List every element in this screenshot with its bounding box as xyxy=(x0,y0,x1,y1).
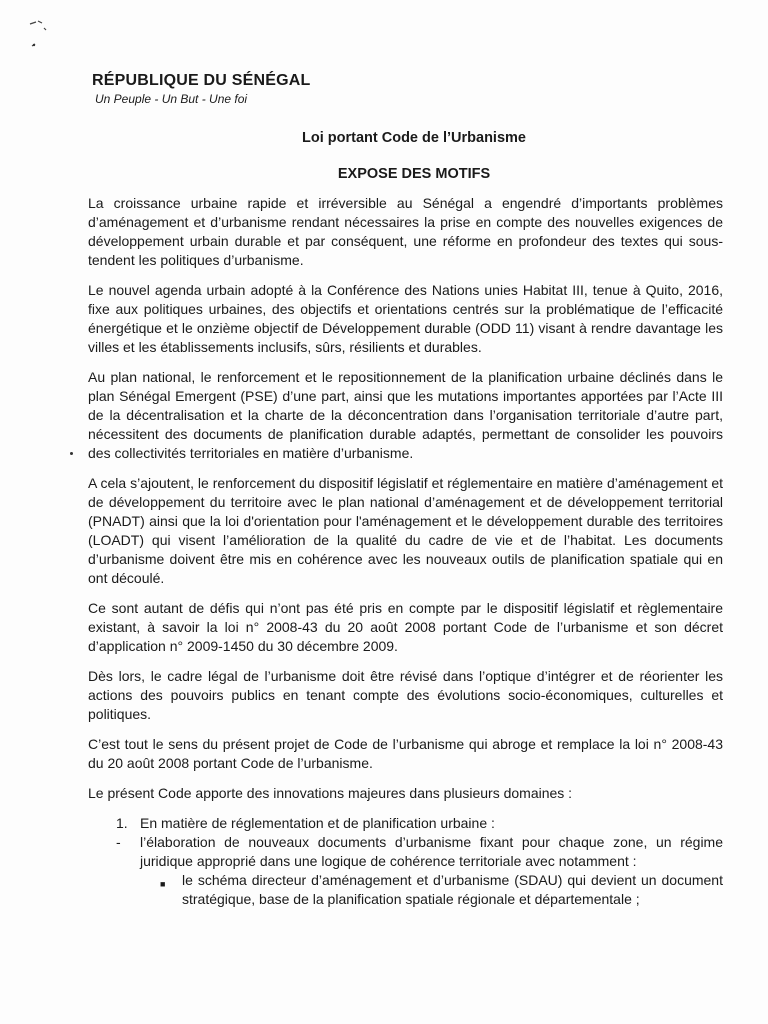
paragraph: Le nouvel agenda urbain adopté à la Conférence des Nations unies Habitat III, tenue à Quito, 2016, fixe aux politiques urbaines, des objectifs et orientations centrés sur la problématique de l’efficacité énergétique et le onzième objectif de Développement durable (ODD 11) visant à rendre davantage les villes et les établissements inclusifs, sûrs, résilients et durables. xyxy=(88,282,723,355)
square-bullet-icon: ■ xyxy=(160,879,166,889)
paragraph: La croissance urbaine rapide et irréversible au Sénégal a engendré d’importants problèmes d’aménagement et d’urbanisme rendant nécessaires la prise en compte des nouvelles exigences de développement urbain durable et par conséquent, une réforme en profondeur des textes qui sous-tendent les politiques d’urbanisme. xyxy=(88,195,723,268)
list-item-text: l’élaboration de nouveaux documents d’urbanisme fixant pour chaque zone, un régime juridique approprié dans une logique de cohérence territoriale avec notamment : xyxy=(140,834,723,869)
numbered-list-item xyxy=(116,814,723,833)
document-body xyxy=(88,194,723,909)
list-item-text: En matière de réglementation et de planification urbaine : xyxy=(140,815,495,831)
section-title: EXPOSE DES MOTIFS xyxy=(337,166,491,182)
paragraph: C’est tout le sens du présent projet de Code de l’urbanisme qui abroge et remplace la loi n° 2008-43 du 20 août 2008 portant Code de l’urbanisme. xyxy=(88,736,723,771)
scan-artifact-marks xyxy=(28,18,68,58)
scan-speck xyxy=(70,452,73,455)
republic-heading: RÉPUBLIQUE DU SÉNÉGAL xyxy=(92,72,311,89)
dash-list-item xyxy=(116,833,723,871)
national-motto: Un Peuple - Un But - Une foi xyxy=(95,92,248,106)
bullet-list-item xyxy=(160,871,723,909)
paragraph: A cela s’ajoutent, le renforcement du dispositif législatif et réglementaire en matière d’aménagement et de développement du territoire avec le plan national d’aménagement et de développement territorial (PNADT) ainsi que la loi d'orientation pour l'aménagement et le développement durable des territoires (LOADT) qui visent l’amélioration de la qualité du cadre de vie et de l’habitat. Les documents d’urbanisme doivent être mis en cohérence avec les nouveaux outils de planification spatiale qui en ont découlé. xyxy=(88,475,723,586)
letterhead xyxy=(92,72,310,106)
list-item-text: le schéma directeur d’aménagement et d’urbanisme (SDAU) qui devient un document stratégique, base de la planification spatiale régionale et départementale ; xyxy=(182,872,723,907)
paragraph: Le présent Code apporte des innovations majeures dans plusieurs domaines : xyxy=(88,785,573,801)
list-number: 1. xyxy=(116,815,128,831)
paragraph: Ce sont autant de défis qui n’ont pas été pris en compte par le dispositif législatif et règlementaire existant, à savoir la loi n° 2008-43 du 20 août 2008 portant Code de l’urbanisme et son décret d’application n° 2009-1450 du 30 décembre 2009. xyxy=(88,600,723,654)
dash-marker: - xyxy=(116,834,121,850)
innovations-list xyxy=(88,814,723,909)
paragraph: Dès lors, le cadre légal de l’urbanisme doit être révisé dans l’optique d’intégrer et de réorienter les actions des pouvoirs publics en tenant compte des évolutions socio-économiques, culturelles et politiques. xyxy=(88,668,723,722)
law-title: Loi portant Code de l’Urbanisme xyxy=(302,130,526,146)
paragraph: Au plan national, le renforcement et le repositionnement de la planification urbaine déclinés dans le plan Sénégal Emergent (PSE) d’une part, ainsi que les mutations importantes apportées par l’Acte III de la décentralisation et la charte de la déconcentration dans l’organisation territoriale d’autre part, nécessitent des documents de planification durable adaptés, permettant de consolider les pouvoirs des collectivités territoriales en matière d’urbanisme. xyxy=(88,369,723,461)
